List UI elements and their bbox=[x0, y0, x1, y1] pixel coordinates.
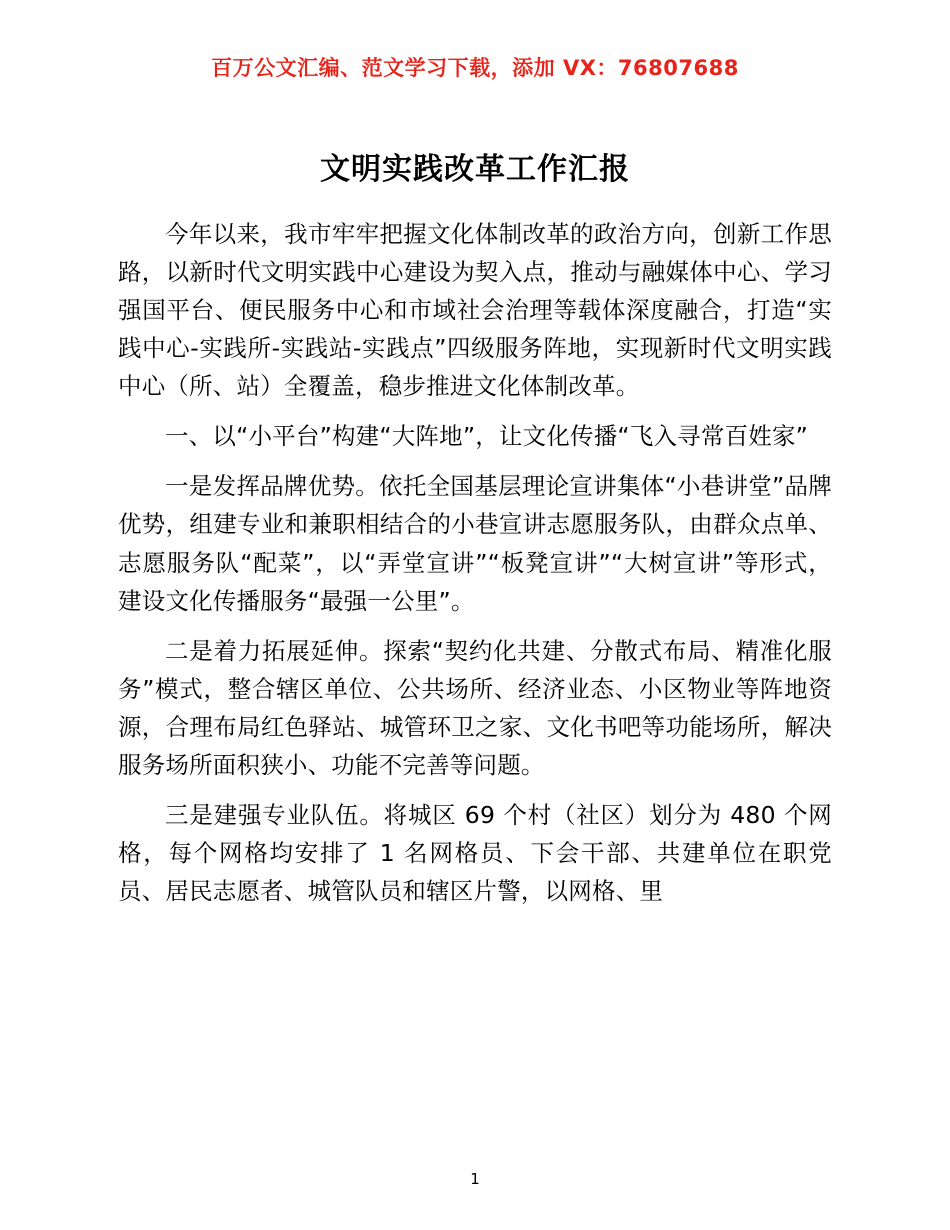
paragraph: 二是着力拓展延伸。探索“契约化共建、分散式布局、精准化服务”模式，整合辖区单位、公共场所、经济业态、小区物业等阵地资源，合理布局红色驿站、城管环卫之家、文化书吧等功能场所，解决服务场所面积狭小、功能不完善等问题。 bbox=[118, 636, 832, 779]
watermark-banner: 百万公文汇编、范文学习下载，添加 VX：76807688 bbox=[211, 56, 739, 80]
paragraph: 一是发挥品牌优势。依托全国基层理论宣讲集体“小巷讲堂”品牌优势，组建专业和兼职相结合的小巷宣讲志愿服务队，由群众点单、志愿服务队“配菜”，以“弄堂宣讲”“板凳宣讲”“大树宣讲”等形式，建设文化传播服务“最强一公里”。 bbox=[118, 472, 832, 615]
paragraph: 三是建强专业队伍。将城区 69 个村（社区）划分为 480 个网格，每个网格均安排了 1 名网格员、下会干部、共建单位在职党员、居民志愿者、城管队员和辖区片警，以网格、里 bbox=[118, 800, 832, 905]
paragraph: 今年以来，我市牢牢把握文化体制改革的政治方向，创新工作思路，以新时代文明实践中心建设为契入点，推动与融媒体中心、学习强国平台、便民服务中心和市域社会治理等载体深度融合，打造“实践中心-实践所-实践站-实践点”四级服务阵地，实现新时代文明实践中心（所、站）全覆盖，稳步推进文化体制改革。 bbox=[118, 220, 832, 401]
paragraph: 一、以“小平台”构建“大阵地”，让文化传播“飞入寻常百姓家” bbox=[165, 422, 809, 451]
page-number: 1 bbox=[470, 1170, 480, 1188]
document-body bbox=[118, 150, 832, 922]
page-title: 文明实践改革工作汇报 bbox=[320, 152, 630, 187]
